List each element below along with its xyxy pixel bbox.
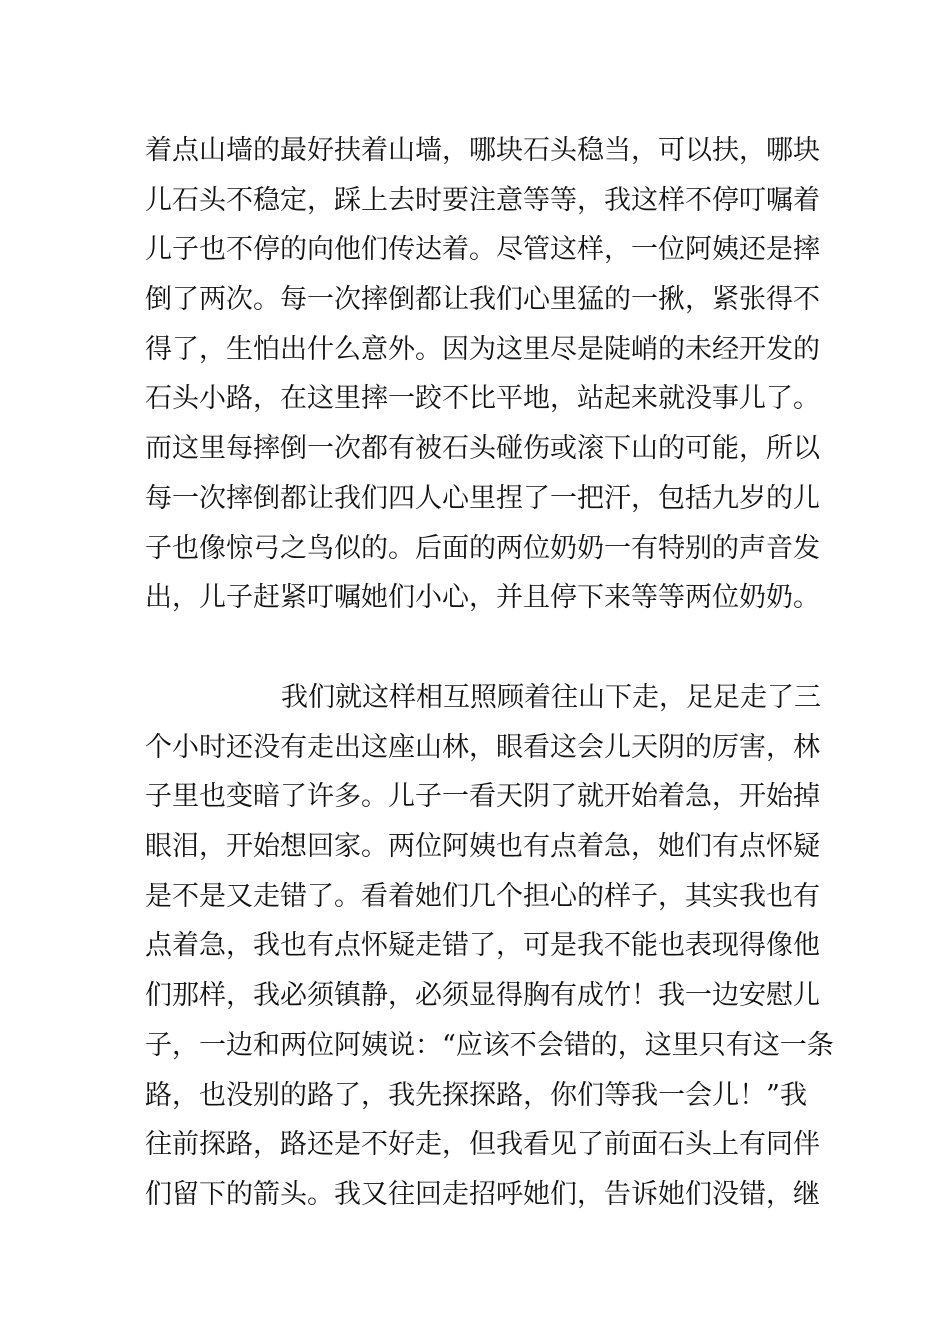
- text-line: 每一次摔倒都让我们四人心里捏了一把汗，包括九岁的儿: [145, 482, 820, 514]
- text-line: 点着急，我也有点怀疑走错了，可是我不能也表现得像他: [145, 930, 820, 962]
- text-line: 我们就这样相互照顾着往山下走，足足走了三: [281, 682, 821, 713]
- text-line: 出，儿子赶紧叮嘱她们小心，并且停下来等等两位奶奶。: [145, 582, 820, 614]
- text-line: 往前探路，路还是不好走，但我看见了前面石头上有同伴: [145, 1129, 820, 1161]
- text-line: 子里也变暗了许多。儿子一看天阴了就开始着急，开始掉: [145, 781, 820, 813]
- text-line: 子，一边和两位阿姨说：“应该不会错的，这里只有这一条: [145, 1029, 834, 1061]
- text-line: 们那样，我必须镇静，必须显得胸有成竹！我一边安慰儿: [145, 980, 820, 1012]
- text-line: 个小时还没有走出这座山林，眼看这会儿天阴的厉害，林: [145, 731, 820, 763]
- text-line: 儿子也不停的向他们传达着。尽管这样，一位阿姨还是摔: [145, 234, 820, 266]
- text-line: 而这里每摔倒一次都有被石头碰伤或滚下山的可能，所以: [145, 433, 820, 465]
- text-line: 子也像惊弓之鸟似的。后面的两位奶奶一有特别的声音发: [145, 532, 820, 564]
- text-line: 们留下的箭头。我又往回走招呼她们，告诉她们没错，继: [145, 1178, 820, 1210]
- text-line: 是不是又走错了。看着她们几个担心的样子，其实我也有: [145, 880, 820, 912]
- text-line: 路，也没别的路了，我先探探路，你们等我一会儿！”我: [145, 1079, 807, 1111]
- text-line: 儿石头不稳定，踩上去时要注意等等，我这样不停叮嘱着: [145, 184, 820, 216]
- paragraph-2: [145, 673, 834, 1220]
- text-line: 得了，生怕出什么意外。因为这里尽是陡峭的未经开发的: [145, 333, 820, 365]
- text-line: 石头小路，在这里摔一跤不比平地，站起来就没事儿了。: [145, 383, 820, 415]
- text-line: 着点山墙的最好扶着山墙，哪块石头稳当，可以扶，哪块: [145, 135, 820, 166]
- text-line: 眼泪，开始想回家。两位阿姨也有点着急，她们有点怀疑: [145, 831, 820, 863]
- paragraph-1: [145, 126, 820, 623]
- text-line: 倒了两次。每一次摔倒都让我们心里猛的一揪，紧张得不: [145, 284, 820, 316]
